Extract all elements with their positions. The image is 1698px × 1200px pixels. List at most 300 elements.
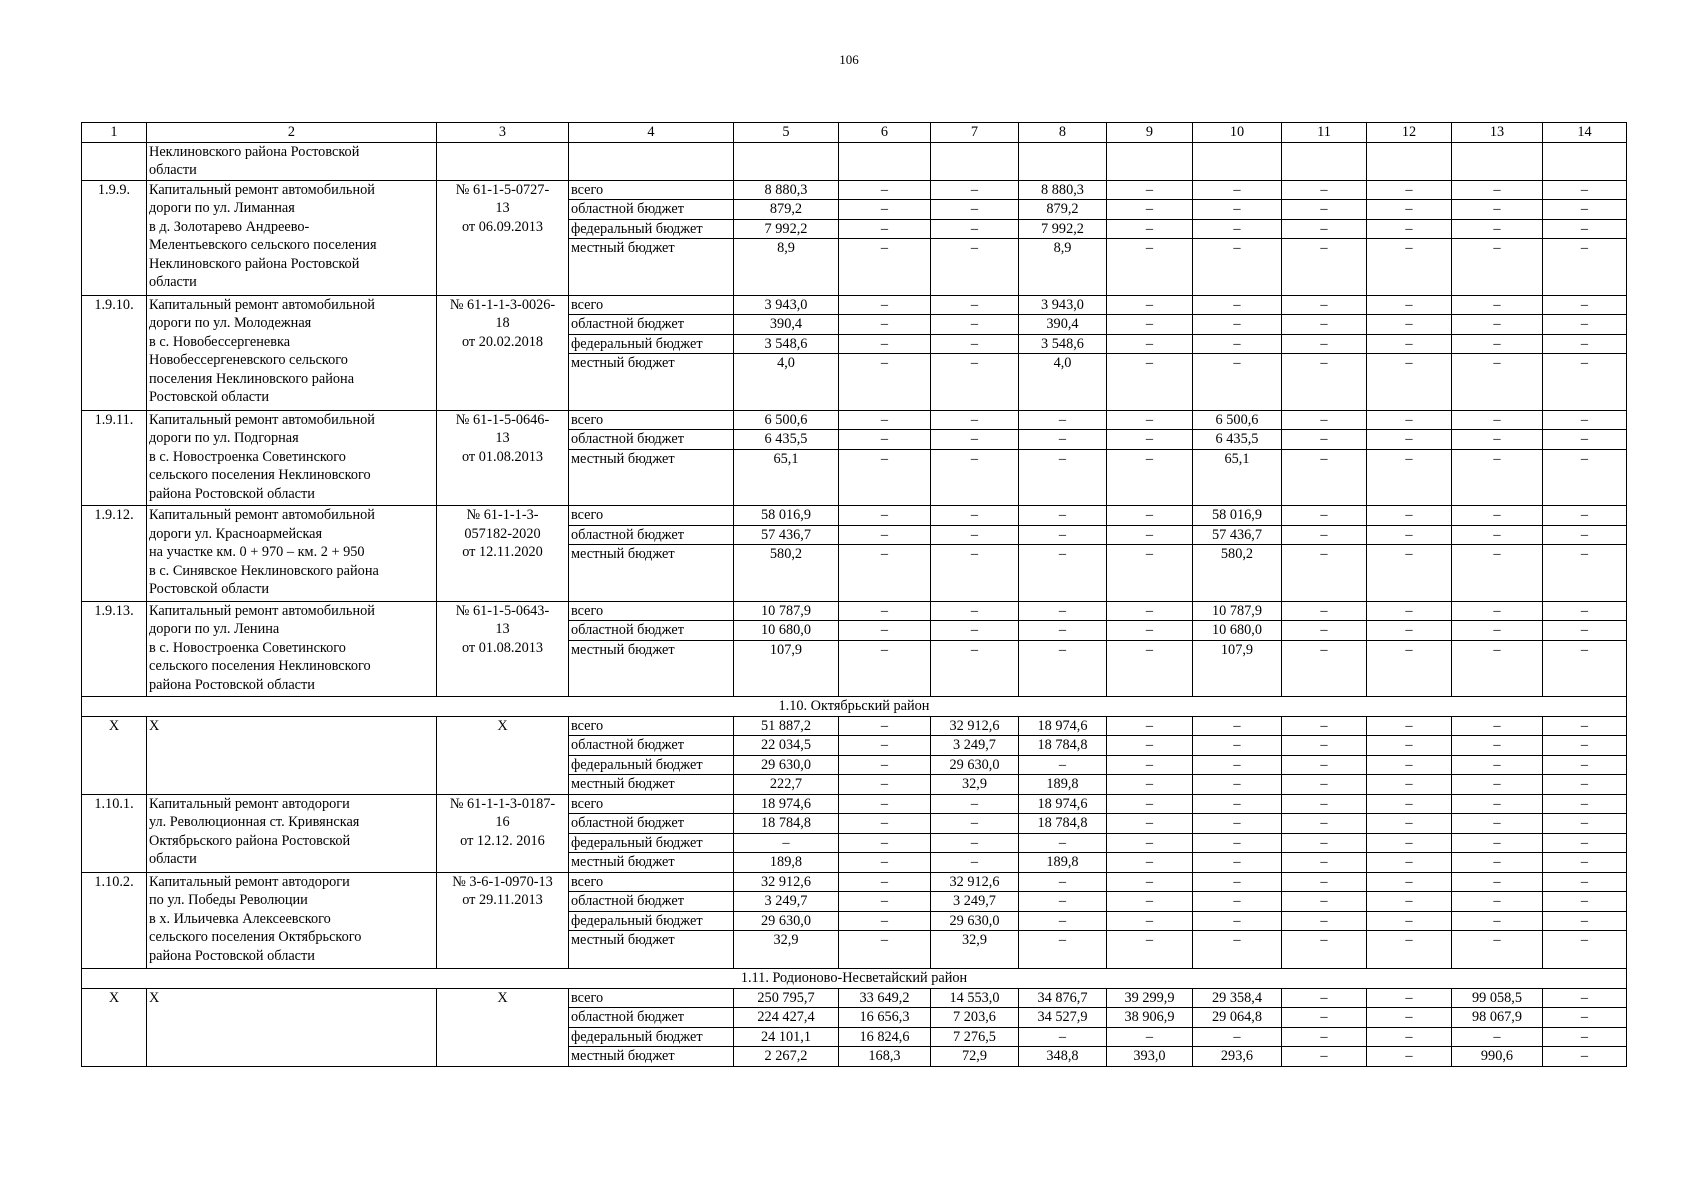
- value-cell: –: [1282, 449, 1367, 506]
- value-cell: –: [1107, 621, 1193, 641]
- value-cell: –: [1282, 219, 1367, 239]
- value-cell: –: [839, 872, 931, 892]
- column-number: 9: [1107, 123, 1193, 143]
- cell-line: поселения Неклиновского района: [149, 370, 355, 387]
- value-cell: 390,4: [734, 315, 839, 335]
- value-cell: –: [1019, 545, 1107, 602]
- value-cell: –: [1367, 833, 1452, 853]
- value-cell: –: [1367, 1047, 1452, 1067]
- value-cell: –: [1543, 794, 1627, 814]
- empty-cell: [839, 142, 931, 180]
- value-cell: –: [1282, 1047, 1367, 1067]
- value-cell: –: [1367, 315, 1452, 335]
- cell-line: ул. Революционная ст. Кривянская: [149, 814, 360, 830]
- cell-line: Капитальный ремонт автодороги: [149, 873, 350, 890]
- value-cell: –: [1452, 775, 1543, 795]
- funding-source-cell: [569, 545, 734, 602]
- value-cell: –: [1452, 872, 1543, 892]
- value-cell: –: [931, 621, 1019, 641]
- value-cell: –: [1452, 853, 1543, 873]
- value-cell: –: [1107, 239, 1193, 296]
- value-cell: –: [1019, 621, 1107, 641]
- cell-line: в д. Золотарево Андреево-: [149, 218, 310, 235]
- value-cell: –: [1282, 716, 1367, 736]
- value-cell: –: [1543, 775, 1627, 795]
- value-cell: –: [1543, 736, 1627, 756]
- value-cell: 18 974,6: [734, 794, 839, 814]
- value-cell: –: [1452, 506, 1543, 526]
- column-number: 1: [82, 123, 147, 143]
- value-cell: –: [931, 354, 1019, 411]
- reference-cell: [437, 295, 569, 410]
- value-cell: –: [1019, 449, 1107, 506]
- value-cell: –: [1452, 755, 1543, 775]
- value-cell: –: [1282, 1027, 1367, 1047]
- value-cell: –: [839, 354, 931, 411]
- funding-source-label: областной бюджет: [571, 526, 684, 543]
- value-cell: –: [1282, 833, 1367, 853]
- reference-cell: [437, 988, 569, 1066]
- value-cell: –: [931, 295, 1019, 315]
- cell-line: сельского поселения Октябрьского: [149, 929, 362, 945]
- value-cell: 6 500,6: [734, 410, 839, 430]
- value-cell: –: [1367, 775, 1452, 795]
- value-cell: –: [1367, 506, 1452, 526]
- funding-source-cell: [569, 200, 734, 220]
- empty-cell: [1452, 142, 1543, 180]
- value-cell: 18 974,6: [1019, 794, 1107, 814]
- section-row: [82, 969, 1627, 989]
- value-cell: 29 358,4: [1193, 988, 1282, 1008]
- value-cell: –: [931, 200, 1019, 220]
- value-cell: –: [839, 621, 931, 641]
- funding-source-label: федеральный бюджет: [571, 834, 703, 851]
- value-cell: –: [931, 239, 1019, 296]
- value-cell: –: [1452, 430, 1543, 450]
- value-cell: –: [1107, 219, 1193, 239]
- value-cell: –: [839, 239, 931, 296]
- value-cell: –: [1367, 545, 1452, 602]
- value-cell: –: [931, 219, 1019, 239]
- value-cell: –: [1282, 814, 1367, 834]
- budget-row: [82, 988, 1627, 1008]
- value-cell: –: [1452, 219, 1543, 239]
- value-cell: –: [1107, 814, 1193, 834]
- column-number: 11: [1282, 123, 1367, 143]
- cell-line: Неклиновского района Ростовской: [149, 143, 360, 160]
- value-cell: –: [1543, 814, 1627, 834]
- value-cell: 4,0: [1019, 354, 1107, 411]
- value-cell: –: [1019, 833, 1107, 853]
- value-cell: –: [1543, 872, 1627, 892]
- cell-line: от 01.08.2013: [461, 448, 544, 465]
- value-cell: –: [1107, 775, 1193, 795]
- value-cell: 393,0: [1107, 1047, 1193, 1067]
- value-cell: –: [1367, 525, 1452, 545]
- value-cell: 3 249,7: [734, 892, 839, 912]
- value-cell: –: [1193, 716, 1282, 736]
- value-cell: –: [1193, 911, 1282, 931]
- value-cell: –: [1367, 853, 1452, 873]
- value-cell: –: [931, 180, 1019, 200]
- funding-source-label: федеральный бюджет: [571, 756, 703, 773]
- funding-source-cell: [569, 988, 734, 1008]
- value-cell: –: [839, 911, 931, 931]
- value-cell: 16 656,3: [839, 1008, 931, 1028]
- cell-line: № 61-1-5-0643-: [455, 602, 550, 619]
- value-cell: –: [1452, 410, 1543, 430]
- value-cell: 3 249,7: [931, 892, 1019, 912]
- cell-line: Ростовской области: [149, 581, 270, 597]
- budget-table: [81, 122, 1627, 1067]
- value-cell: –: [1282, 794, 1367, 814]
- value-cell: –: [931, 833, 1019, 853]
- value-cell: –: [1107, 430, 1193, 450]
- funding-source-label: областной бюджет: [571, 893, 684, 909]
- cell-line: области: [149, 274, 197, 290]
- value-cell: 33 649,2: [839, 988, 931, 1008]
- value-cell: 57 436,7: [734, 525, 839, 545]
- value-cell: –: [1282, 525, 1367, 545]
- value-cell: –: [1367, 601, 1452, 621]
- value-cell: –: [1107, 200, 1193, 220]
- cell-line: Капитальный ремонт автомобильной: [149, 411, 375, 428]
- value-cell: –: [1107, 315, 1193, 335]
- value-cell: –: [1367, 814, 1452, 834]
- value-cell: –: [839, 755, 931, 775]
- cell-line: Х: [149, 717, 160, 734]
- value-cell: –: [1452, 334, 1543, 354]
- funding-source-label: всего: [571, 989, 604, 1006]
- value-cell: –: [1543, 716, 1627, 736]
- value-cell: –: [1367, 794, 1452, 814]
- value-cell: –: [839, 545, 931, 602]
- funding-source-cell: [569, 621, 734, 641]
- empty-cell: [931, 142, 1019, 180]
- value-cell: 39 299,9: [1107, 988, 1193, 1008]
- value-cell: –: [931, 506, 1019, 526]
- cell-line: Х: [497, 717, 508, 734]
- value-cell: 65,1: [1193, 449, 1282, 506]
- value-cell: –: [839, 814, 931, 834]
- value-cell: –: [1107, 853, 1193, 873]
- empty-cell: [1367, 142, 1452, 180]
- cell-line: по ул. Победы Революции: [149, 892, 308, 908]
- funding-source-label: всего: [571, 296, 604, 313]
- value-cell: –: [931, 794, 1019, 814]
- value-cell: 29 630,0: [734, 911, 839, 931]
- cell-line: 13: [495, 200, 510, 216]
- funding-source-label: федеральный бюджет: [571, 1028, 703, 1045]
- value-cell: –: [1543, 1027, 1627, 1047]
- value-cell: –: [1543, 601, 1627, 621]
- value-cell: 29 630,0: [931, 755, 1019, 775]
- value-cell: 7 203,6: [931, 1008, 1019, 1028]
- value-cell: –: [1367, 736, 1452, 756]
- funding-source-label: областной бюджет: [571, 815, 684, 831]
- funding-source-cell: [569, 872, 734, 892]
- value-cell: –: [1019, 601, 1107, 621]
- funding-source-label: местный бюджет: [571, 546, 675, 562]
- funding-source-label: местный бюджет: [571, 355, 675, 371]
- value-cell: –: [931, 315, 1019, 335]
- value-cell: –: [1193, 814, 1282, 834]
- value-cell: 32 912,6: [734, 872, 839, 892]
- value-cell: –: [1107, 736, 1193, 756]
- value-cell: –: [1282, 295, 1367, 315]
- value-cell: –: [1282, 180, 1367, 200]
- funding-source-cell: [569, 219, 734, 239]
- value-cell: –: [1543, 180, 1627, 200]
- budget-row: [82, 872, 1627, 892]
- value-cell: –: [1282, 1008, 1367, 1028]
- empty-cell: [1019, 142, 1107, 180]
- budget-row: [82, 601, 1627, 621]
- column-number: 14: [1543, 123, 1627, 143]
- value-cell: –: [1019, 911, 1107, 931]
- value-cell: –: [1543, 449, 1627, 506]
- value-cell: –: [1107, 506, 1193, 526]
- value-cell: –: [1452, 794, 1543, 814]
- cell-line: Неклиновского района Ростовской: [149, 255, 360, 272]
- column-number: 13: [1452, 123, 1543, 143]
- value-cell: –: [839, 892, 931, 912]
- value-cell: 3 249,7: [931, 736, 1019, 756]
- funding-source-cell: [569, 449, 734, 506]
- funding-source-cell: [569, 911, 734, 931]
- value-cell: –: [839, 410, 931, 430]
- value-cell: –: [1543, 430, 1627, 450]
- value-cell: –: [839, 601, 931, 621]
- value-cell: –: [1107, 931, 1193, 969]
- value-cell: 189,8: [1019, 775, 1107, 795]
- value-cell: 2 267,2: [734, 1047, 839, 1067]
- value-cell: –: [931, 449, 1019, 506]
- column-number: 10: [1193, 123, 1282, 143]
- value-cell: –: [1367, 430, 1452, 450]
- funding-source-label: федеральный бюджет: [571, 912, 703, 929]
- object-name-cell: [147, 295, 437, 410]
- value-cell: –: [1367, 295, 1452, 315]
- funding-source-cell: [569, 354, 734, 411]
- value-cell: 293,6: [1193, 1047, 1282, 1067]
- value-cell: 580,2: [1193, 545, 1282, 602]
- value-cell: –: [1282, 931, 1367, 969]
- cell-line: Новобессергеневского сельского: [149, 352, 348, 368]
- value-cell: –: [1107, 410, 1193, 430]
- funding-source-cell: [569, 180, 734, 200]
- value-cell: –: [1543, 640, 1627, 697]
- value-cell: –: [1452, 601, 1543, 621]
- value-cell: –: [1107, 295, 1193, 315]
- value-cell: –: [1543, 988, 1627, 1008]
- value-cell: –: [1019, 1027, 1107, 1047]
- index-cell: 1.10.1.: [82, 794, 147, 872]
- value-cell: –: [931, 853, 1019, 873]
- cell-line: области: [149, 162, 197, 178]
- value-cell: 10 787,9: [1193, 601, 1282, 621]
- column-number: 4: [569, 123, 734, 143]
- cell-line: № 3-6-1-0970-13: [452, 873, 553, 890]
- value-cell: 32,9: [931, 931, 1019, 969]
- value-cell: –: [1282, 410, 1367, 430]
- value-cell: –: [1193, 892, 1282, 912]
- value-cell: –: [1107, 833, 1193, 853]
- value-cell: –: [1282, 892, 1367, 912]
- cell-line: Ростовской области: [149, 389, 270, 405]
- value-cell: –: [1193, 315, 1282, 335]
- empty-cell: [1282, 142, 1367, 180]
- value-cell: 6 500,6: [1193, 410, 1282, 430]
- value-cell: –: [1193, 736, 1282, 756]
- value-cell: –: [931, 430, 1019, 450]
- value-cell: –: [1543, 354, 1627, 411]
- funding-source-cell: [569, 892, 734, 912]
- funding-source-label: местный бюджет: [571, 450, 675, 467]
- value-cell: 224 427,4: [734, 1008, 839, 1028]
- value-cell: –: [1107, 334, 1193, 354]
- empty-cell: [437, 142, 569, 180]
- value-cell: –: [1543, 853, 1627, 873]
- value-cell: –: [839, 315, 931, 335]
- cell-line: Капитальный ремонт автомобильной: [149, 296, 375, 313]
- object-name-cell: [147, 794, 437, 872]
- value-cell: –: [931, 334, 1019, 354]
- value-cell: –: [1367, 354, 1452, 411]
- value-cell: –: [1452, 315, 1543, 335]
- value-cell: –: [1107, 755, 1193, 775]
- funding-source-cell: [569, 506, 734, 526]
- column-number: 2: [147, 123, 437, 143]
- cell-line: Октябрьского района Ростовской: [149, 832, 351, 849]
- funding-source-cell: [569, 794, 734, 814]
- value-cell: 34 876,7: [1019, 988, 1107, 1008]
- value-cell: –: [1193, 180, 1282, 200]
- value-cell: –: [1282, 755, 1367, 775]
- value-cell: –: [1282, 430, 1367, 450]
- value-cell: –: [1452, 621, 1543, 641]
- funding-source-label: местный бюджет: [571, 641, 675, 658]
- column-number: 12: [1367, 123, 1452, 143]
- value-cell: –: [1367, 892, 1452, 912]
- value-cell: 72,9: [931, 1047, 1019, 1067]
- index-cell: 1.9.11.: [82, 410, 147, 506]
- value-cell: 18 784,8: [734, 814, 839, 834]
- funding-source-label: всего: [571, 411, 604, 428]
- value-cell: 29 064,8: [1193, 1008, 1282, 1028]
- value-cell: –: [1019, 430, 1107, 450]
- value-cell: –: [1543, 545, 1627, 602]
- value-cell: –: [1282, 775, 1367, 795]
- cell-line: от 01.08.2013: [461, 639, 544, 656]
- value-cell: –: [839, 295, 931, 315]
- funding-source-label: федеральный бюджет: [571, 335, 703, 352]
- value-cell: 99 058,5: [1452, 988, 1543, 1008]
- value-cell: –: [1452, 814, 1543, 834]
- value-cell: 10 680,0: [734, 621, 839, 641]
- value-cell: –: [1019, 872, 1107, 892]
- value-cell: –: [1367, 1008, 1452, 1028]
- empty-cell: [734, 142, 839, 180]
- value-cell: –: [839, 736, 931, 756]
- value-cell: –: [1019, 410, 1107, 430]
- reference-cell: [437, 601, 569, 697]
- value-cell: –: [1367, 200, 1452, 220]
- value-cell: –: [1107, 545, 1193, 602]
- value-cell: –: [1543, 621, 1627, 641]
- value-cell: 7 276,5: [931, 1027, 1019, 1047]
- value-cell: –: [1193, 755, 1282, 775]
- table-body: [82, 123, 1627, 1067]
- funding-source-label: всего: [571, 181, 604, 198]
- value-cell: –: [1543, 833, 1627, 853]
- value-cell: 34 527,9: [1019, 1008, 1107, 1028]
- value-cell: 6 435,5: [1193, 430, 1282, 450]
- value-cell: 107,9: [1193, 640, 1282, 697]
- value-cell: –: [1452, 911, 1543, 931]
- empty-cell: [569, 142, 734, 180]
- value-cell: –: [1193, 1027, 1282, 1047]
- value-cell: 879,2: [734, 200, 839, 220]
- funding-source-cell: [569, 1027, 734, 1047]
- value-cell: –: [1107, 911, 1193, 931]
- cell-line: в с. Новостроенка Советинского: [149, 639, 346, 656]
- funding-source-label: областной бюджет: [571, 737, 684, 753]
- funding-source-cell: [569, 295, 734, 315]
- value-cell: –: [1367, 988, 1452, 1008]
- value-cell: –: [1543, 1047, 1627, 1067]
- cell-line: Капитальный ремонт автомобильной: [149, 181, 375, 198]
- value-cell: –: [1367, 755, 1452, 775]
- cell-line: 13: [495, 430, 510, 446]
- value-cell: –: [1193, 239, 1282, 296]
- funding-source-cell: [569, 525, 734, 545]
- value-cell: –: [1543, 911, 1627, 931]
- funding-source-label: областной бюджет: [571, 1009, 684, 1025]
- value-cell: –: [1452, 200, 1543, 220]
- reference-cell: [437, 716, 569, 794]
- value-cell: –: [1367, 334, 1452, 354]
- value-cell: –: [1543, 525, 1627, 545]
- cell-line: на участке км. 0 + 970 – км. 2 + 950: [149, 544, 365, 560]
- value-cell: –: [1193, 833, 1282, 853]
- funding-source-cell: [569, 1047, 734, 1067]
- cell-line: от 20.02.2018: [461, 333, 544, 350]
- cell-line: от 12.11.2020: [462, 544, 543, 560]
- value-cell: –: [1543, 931, 1627, 969]
- value-cell: –: [1019, 506, 1107, 526]
- value-cell: –: [1367, 931, 1452, 969]
- value-cell: 65,1: [734, 449, 839, 506]
- value-cell: –: [839, 716, 931, 736]
- funding-source-label: местный бюджет: [571, 1048, 675, 1064]
- budget-row: [82, 180, 1627, 200]
- cell-line: дороги по ул. Молодежная: [149, 315, 312, 331]
- funding-source-cell: [569, 833, 734, 853]
- budget-row: [82, 506, 1627, 526]
- funding-source-cell: [569, 1008, 734, 1028]
- cell-line: в с. Синявское Неклиновского района: [149, 562, 379, 579]
- index-cell: 1.9.9.: [82, 180, 147, 295]
- reference-cell: [437, 410, 569, 506]
- value-cell: –: [1452, 892, 1543, 912]
- value-cell: –: [1193, 295, 1282, 315]
- index-cell: [82, 142, 147, 180]
- value-cell: –: [1367, 449, 1452, 506]
- value-cell: 32,9: [734, 931, 839, 969]
- cell-line: района Ростовской области: [149, 676, 315, 693]
- value-cell: 32,9: [931, 775, 1019, 795]
